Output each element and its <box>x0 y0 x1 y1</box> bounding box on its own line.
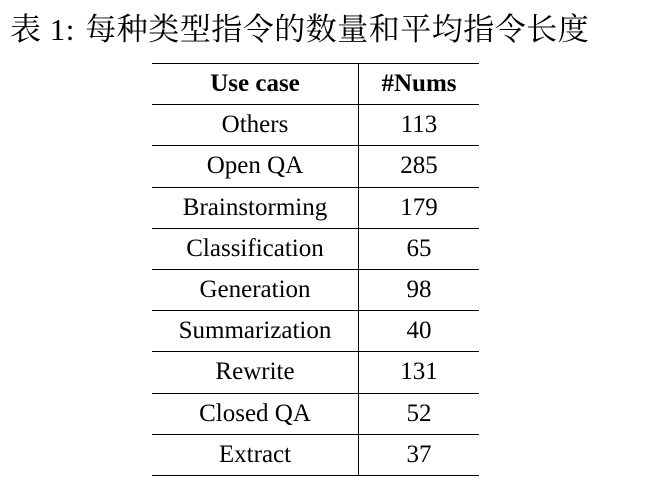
table-row <box>152 393 479 434</box>
cell-nums: 179 <box>359 187 480 228</box>
table-row <box>152 434 479 475</box>
table-row <box>152 146 479 187</box>
table-row <box>152 228 479 269</box>
table-row <box>152 311 479 352</box>
header-nums: #Nums <box>359 64 480 105</box>
cell-nums: 40 <box>359 311 480 352</box>
caption-text: 每种类型指令的数量和平均指令长度 <box>85 12 590 48</box>
cell-nums: 131 <box>359 352 480 393</box>
cell-use-case: Classification <box>152 228 359 269</box>
cell-use-case: Closed QA <box>152 393 359 434</box>
table-row <box>152 187 479 228</box>
cell-nums: 52 <box>359 393 480 434</box>
table-row <box>152 352 479 393</box>
cell-use-case: Open QA <box>152 146 359 187</box>
cell-nums: 37 <box>359 434 480 475</box>
cell-use-case: Others <box>152 105 359 146</box>
cell-use-case: Extract <box>152 434 359 475</box>
cell-use-case: Brainstorming <box>152 187 359 228</box>
cell-nums: 113 <box>359 105 480 146</box>
cell-use-case: Rewrite <box>152 352 359 393</box>
header-use-case: Use case <box>152 64 359 105</box>
cell-use-case: Generation <box>152 269 359 310</box>
caption-label: 表 1: <box>10 12 75 47</box>
cell-nums: 65 <box>359 228 480 269</box>
table-header-row <box>152 64 479 105</box>
use-case-table <box>152 63 479 476</box>
table-caption <box>10 8 589 52</box>
cell-nums: 98 <box>359 269 480 310</box>
table-row <box>152 269 479 310</box>
cell-use-case: Summarization <box>152 311 359 352</box>
cell-nums: 285 <box>359 146 480 187</box>
table-row <box>152 105 479 146</box>
